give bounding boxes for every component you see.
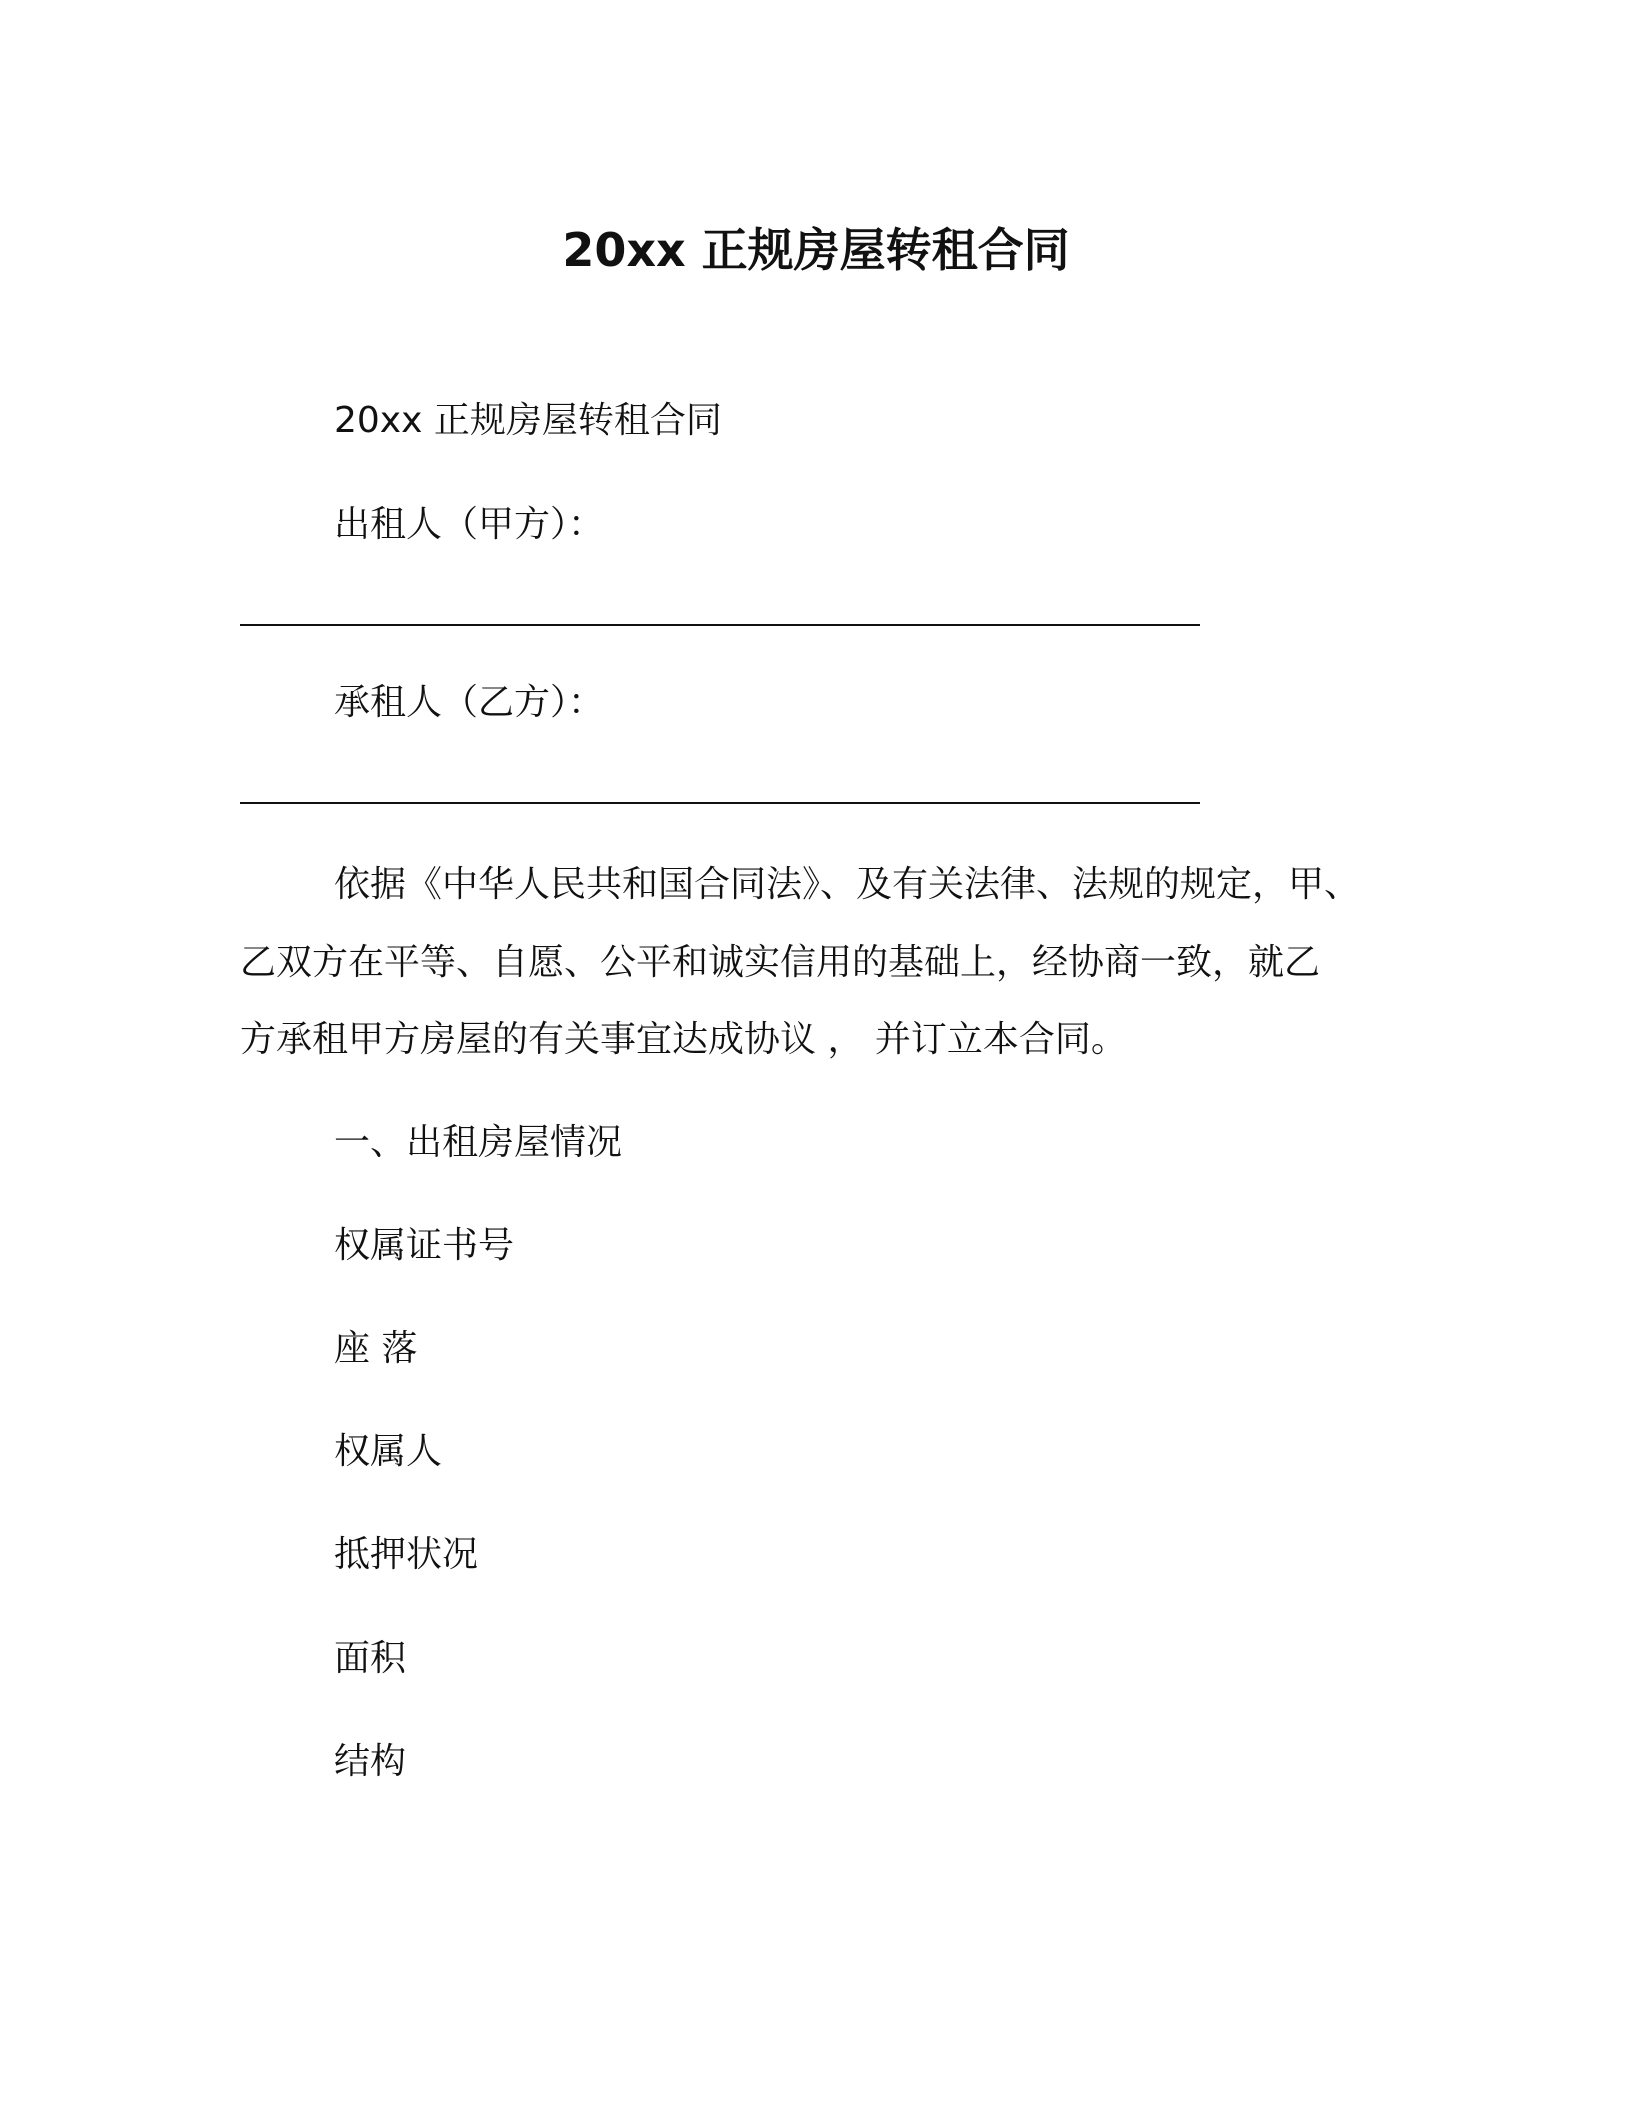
field-owner: 权属人 [334,1431,443,1472]
lessee-signature-line [240,802,1200,804]
section-heading: 一、出租房屋情况 [334,1122,623,1163]
document-subtitle: 20xx 正规房屋转租合同 [334,400,722,441]
intro-line-1: 依据《中华人民共和国合同法》、及有关法律、法规的规定，甲、 [334,864,1361,905]
lessor-label: 出租人（甲方）： [334,504,605,545]
field-structure: 结构 [334,1741,407,1782]
lessor-signature-line [240,624,1200,626]
intro-line-2: 乙双方在平等、自愿、公平和诚实信用的基础上，经协商一致，就乙 [240,942,1321,983]
intro-line-3: 方承租甲方房屋的有关事宜达成协议 ， 并订立本合同。 [240,1019,1127,1060]
field-location: 座 落 [334,1328,418,1369]
lessee-label: 承租人（乙方）： [334,682,605,723]
field-mortgage-status: 抵押状况 [334,1534,479,1575]
field-area: 面积 [334,1638,407,1679]
document-title: 20xx 正规房屋转租合同 [562,223,1070,277]
field-certificate-number: 权属证书号 [334,1225,515,1266]
